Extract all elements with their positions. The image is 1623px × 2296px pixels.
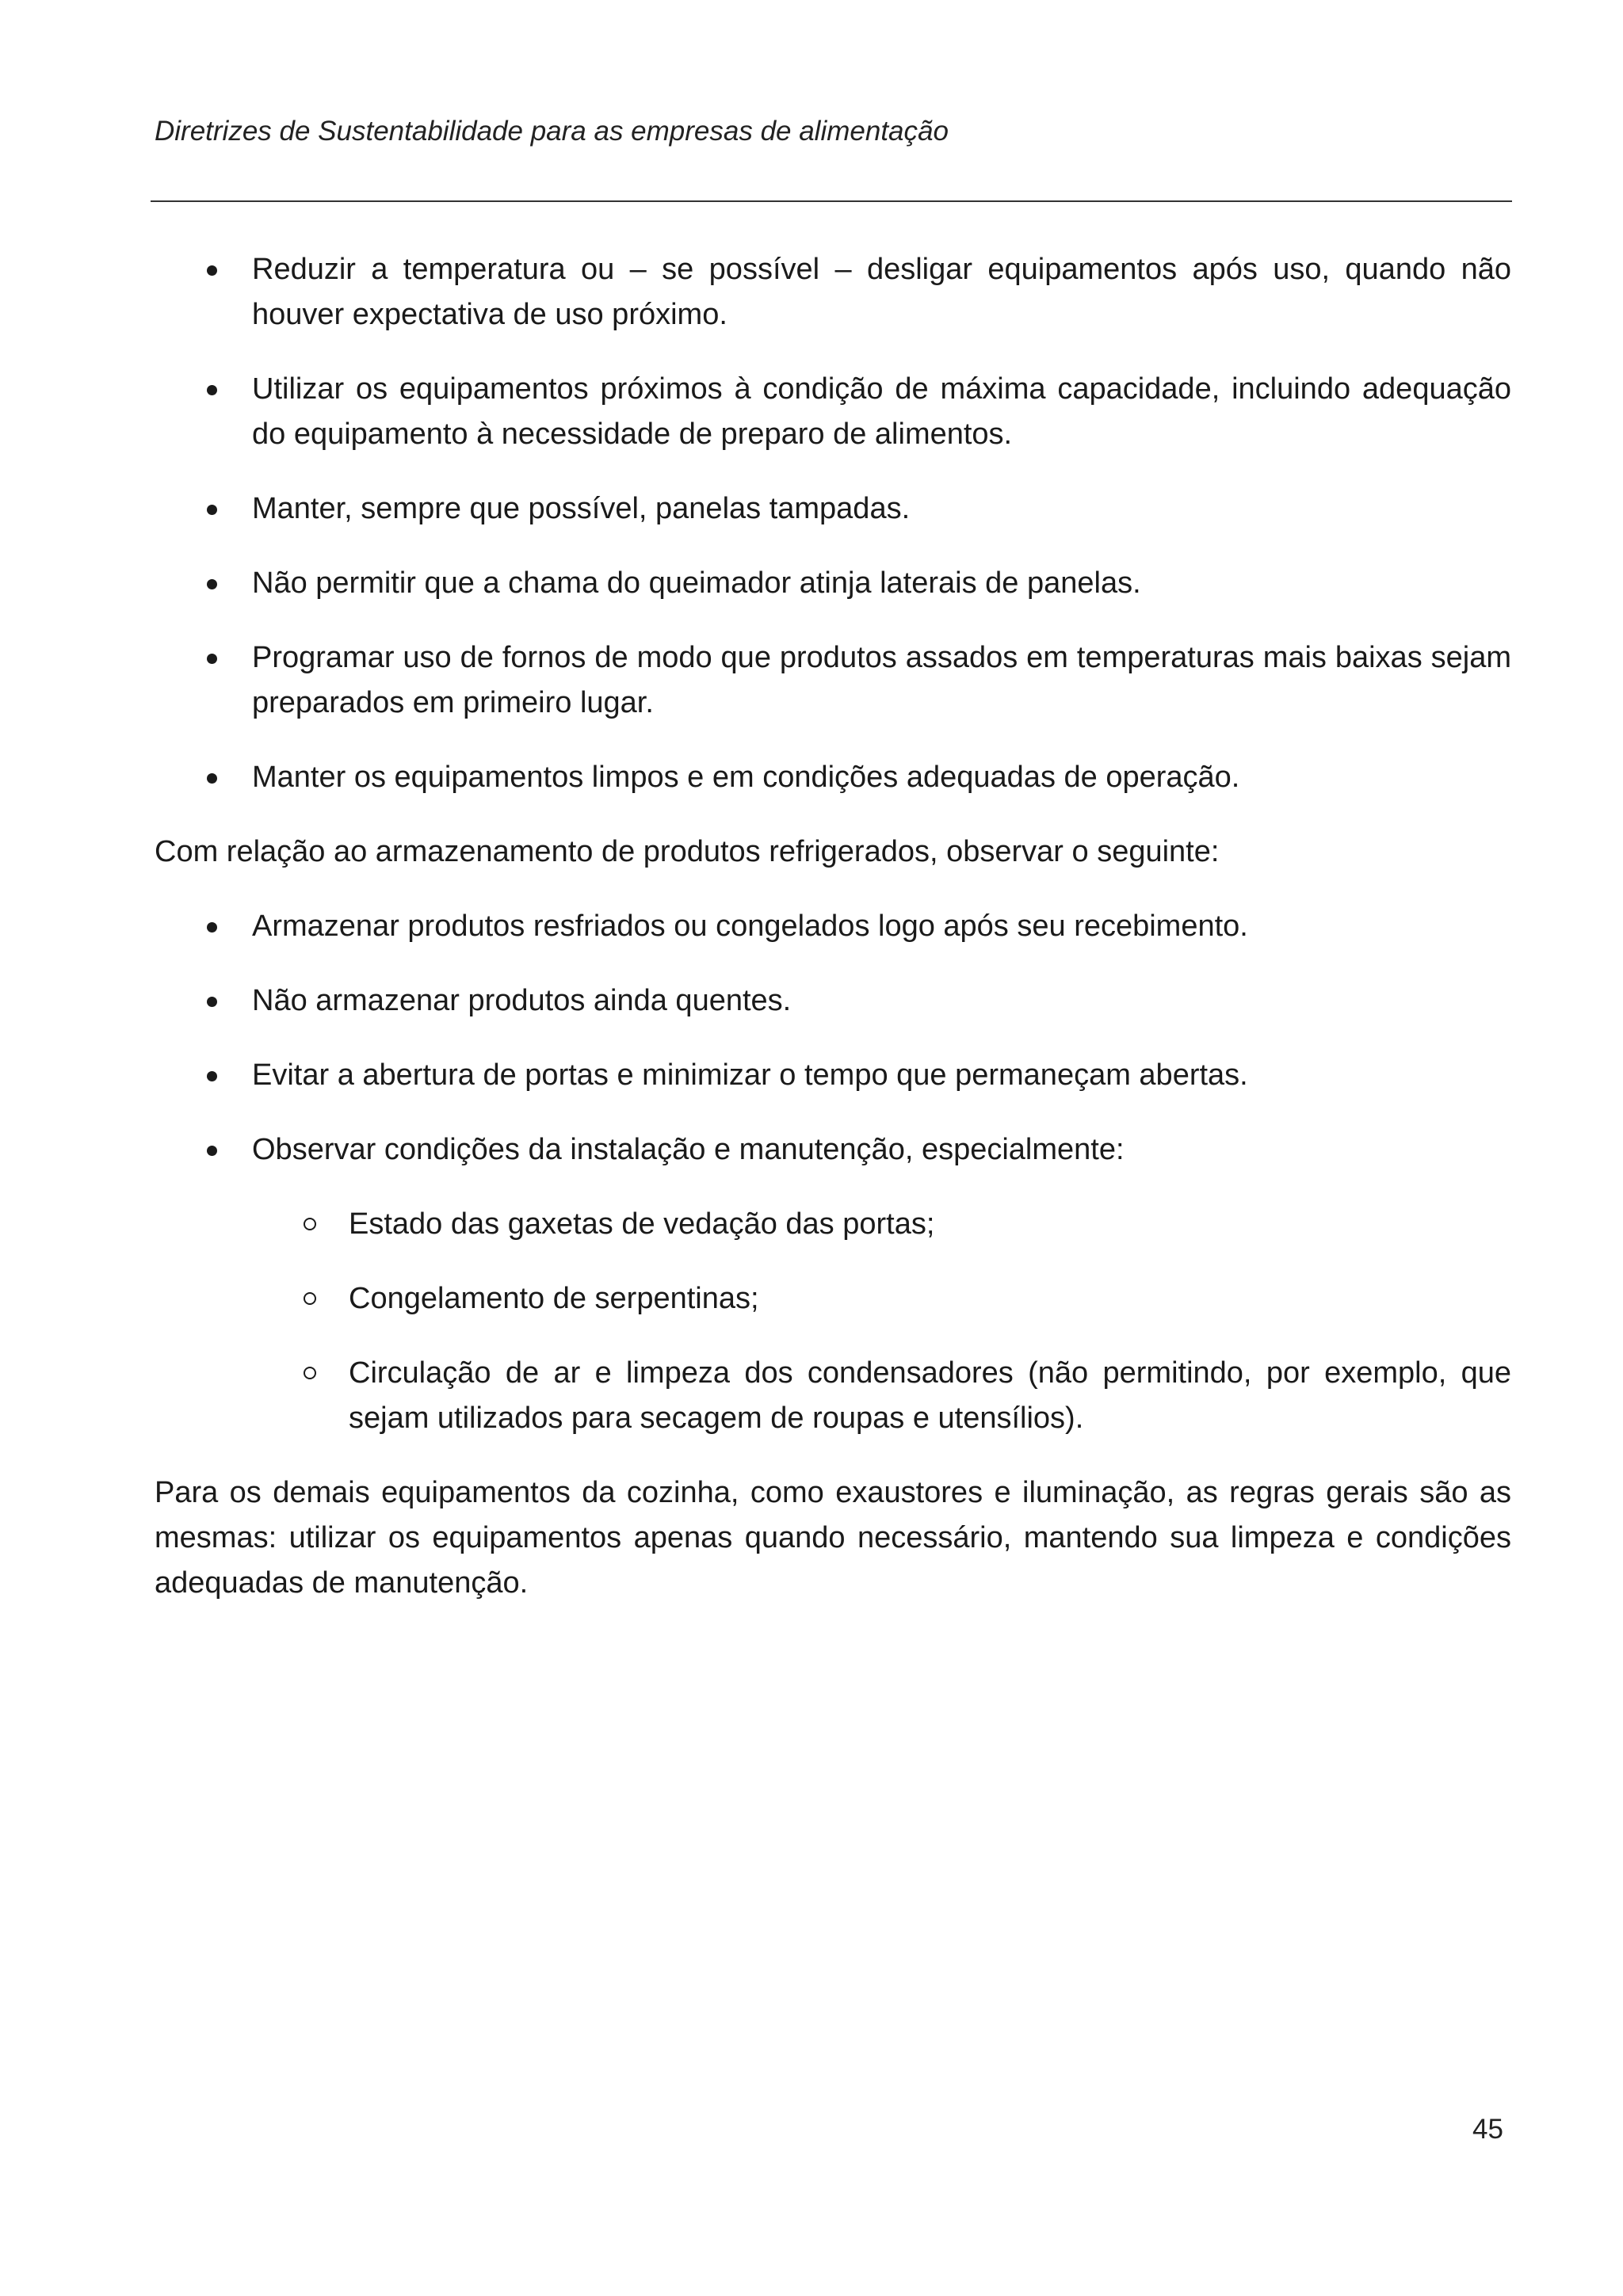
- closing-paragraph: Para os demais equipamentos da cozinha, como exaustores e iluminação, as regras gerais são as mesmas: utilizar os equipamentos apenas quando necessário, mantendo sua limpeza e condições adequadas de manutenção.: [155, 1476, 1511, 1600]
- maintenance-sub-list: [155, 1202, 1511, 1441]
- bullet-icon: [207, 385, 217, 395]
- list-item: Manter, sempre que possível, panelas tampadas.: [155, 486, 1511, 532]
- page-number: 45: [1472, 2114, 1503, 2145]
- bullet-icon: [207, 505, 217, 515]
- list-item: Evitar a abertura de portas e minimizar o tempo que permaneçam abertas.: [155, 1053, 1511, 1098]
- header-divider: [151, 200, 1512, 202]
- bullet-icon: [207, 997, 217, 1007]
- list-item: Armazenar produtos resfriados ou congelados logo após seu recebimento.: [155, 904, 1511, 949]
- running-header: Diretrizes de Sustentabilidade para as empresas de alimentação: [155, 116, 949, 147]
- list-item: Não armazenar produtos ainda quentes.: [155, 978, 1511, 1024]
- circle-bullet-icon: [304, 1292, 316, 1305]
- page-content: [155, 247, 1511, 1635]
- equipment-bullet-list: [155, 247, 1511, 800]
- list-item: Programar uso de fornos de modo que produtos assados em temperaturas mais baixas sejam preparados em primeiro lugar.: [155, 635, 1511, 726]
- list-item: Utilizar os equipamentos próximos à condição de máxima capacidade, incluindo adequação do equipamento à necessidade de preparo de alimentos.: [155, 367, 1511, 457]
- bullet-icon: [207, 922, 217, 933]
- list-item: Não permitir que a chama do queimador atinja laterais de panelas.: [155, 561, 1511, 606]
- sub-list-item: Circulação de ar e limpeza dos condensadores (não permitindo, por exemplo, que sejam utilizados para secagem de roupas e utensílios).: [155, 1351, 1511, 1441]
- refrigerated-bullet-list: [155, 904, 1511, 1173]
- bullet-icon: [207, 654, 217, 664]
- bullet-icon: [207, 265, 217, 276]
- sub-list-item: Estado das gaxetas de vedação das portas;: [155, 1202, 1511, 1247]
- circle-bullet-icon: [304, 1367, 316, 1379]
- list-item: Observar condições da instalação e manutenção, especialmente:: [155, 1127, 1511, 1173]
- sub-list-item: Congelamento de serpentinas;: [155, 1276, 1511, 1322]
- refrigerated-intro-paragraph: Com relação ao armazenamento de produtos refrigerados, observar o seguinte:: [155, 835, 1220, 868]
- list-item: Reduzir a temperatura ou – se possível – desligar equipamentos após uso, quando não houver expectativa de uso próximo.: [155, 247, 1511, 338]
- circle-bullet-icon: [304, 1218, 316, 1230]
- bullet-icon: [207, 773, 217, 784]
- bullet-icon: [207, 1146, 217, 1156]
- list-item: Manter os equipamentos limpos e em condições adequadas de operação.: [155, 755, 1511, 800]
- bullet-icon: [207, 1071, 217, 1081]
- bullet-icon: [207, 579, 217, 589]
